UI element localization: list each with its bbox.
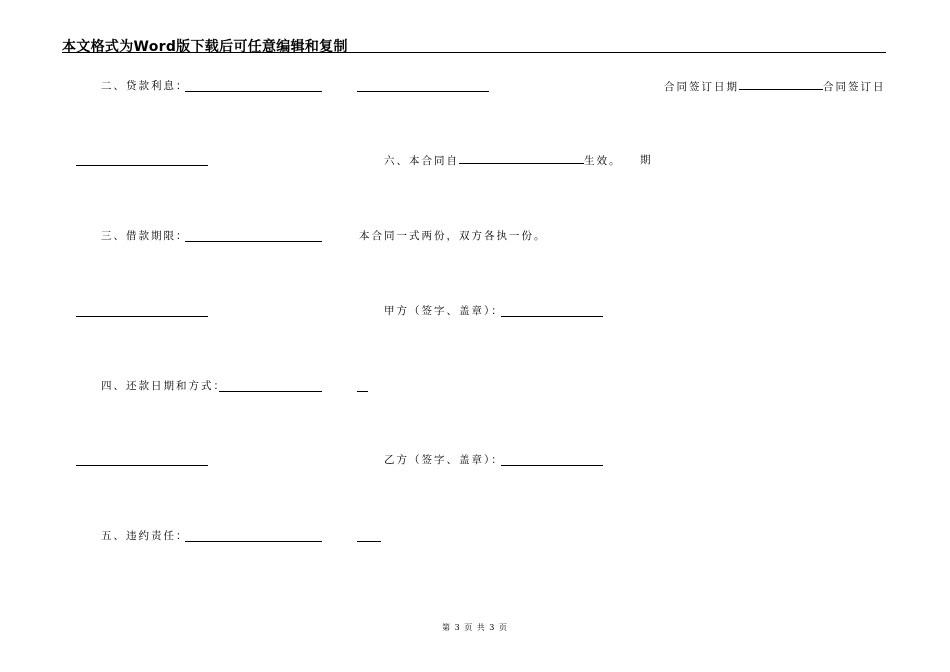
breach-liability-label: 五、违约责任：: [101, 530, 189, 542]
repayment-blank-continued: [357, 391, 368, 392]
loan-interest-blank-continued: [357, 91, 489, 92]
party-a-label: 甲方（签字、盖章）：: [384, 305, 504, 317]
effective-prefix: 六、本合同自: [384, 155, 459, 167]
document-header-title: 本文格式为Word版下载后可任意编辑和复制: [62, 39, 348, 55]
blank-line-row6: [76, 465, 208, 466]
sign-date-field: [664, 79, 886, 94]
loan-term-label: 三、借款期限：: [101, 230, 189, 242]
qi-character: 期: [640, 154, 653, 166]
loan-interest-label: 二、贷款利息：: [101, 80, 189, 92]
effective-clause: [384, 153, 622, 168]
breach-liability-blank-continued: [357, 541, 381, 542]
loan-interest-blank: [185, 91, 322, 92]
blank-line-row4: [76, 316, 208, 317]
copies-statement: 本合同一式两份，双方各执一份。: [359, 230, 547, 242]
page-number: 第 3 页 共 3 页: [442, 623, 508, 632]
effective-suffix: 生效。: [584, 155, 622, 167]
repayment-label: 四、还款日期和方式：: [101, 380, 226, 392]
sign-date-label: 合同签订日期: [664, 81, 739, 93]
sign-date-label-repeat: 合同签订日: [823, 81, 886, 93]
header-divider: [62, 52, 886, 53]
breach-liability-blank: [185, 541, 322, 542]
party-b-label: 乙方（签字、盖章）：: [384, 454, 504, 466]
party-a-signature-blank: [501, 316, 603, 317]
blank-line-row2: [76, 165, 208, 166]
sign-date-blank: [739, 79, 823, 90]
loan-term-blank: [185, 241, 322, 242]
party-b-signature-blank: [501, 465, 603, 466]
effective-date-blank: [459, 153, 584, 164]
repayment-blank: [219, 391, 322, 392]
